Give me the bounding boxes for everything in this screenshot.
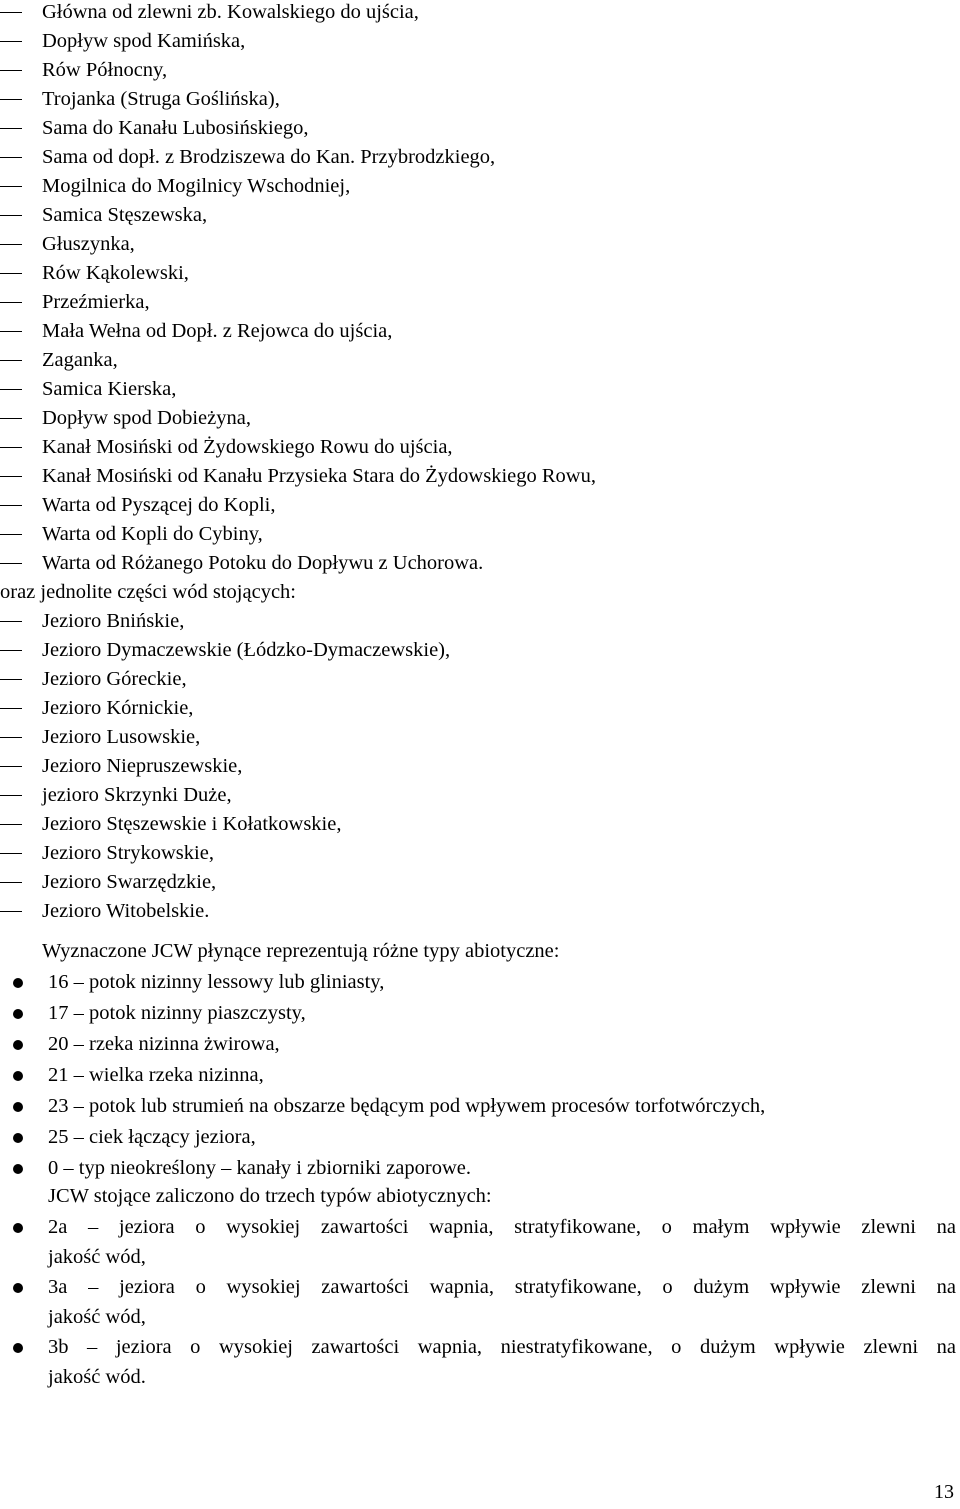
dash-marker: [0, 679, 22, 680]
dash-marker: [0, 766, 22, 767]
lake-types-intro-text: JCW stojące zaliczono do trzech typów abiotycznych:: [48, 1185, 492, 1207]
list-item: [0, 752, 960, 781]
list-item: [0, 839, 960, 868]
lake-name: Jezioro Niepruszewskie,: [42, 755, 243, 777]
list-item: [0, 172, 960, 201]
list-item: [0, 230, 960, 259]
river-types-intro-text: Wyznaczone JCW płynące reprezentują różne typy abiotyczne:: [42, 940, 560, 962]
dash-marker: [0, 41, 22, 42]
list-item: [0, 781, 960, 810]
river-type: 17 – potok nizinny piaszczysty,: [48, 1002, 306, 1024]
bullet-icon: [13, 1283, 23, 1293]
list-item: [0, 317, 960, 346]
list-item: [0, 868, 960, 897]
lake-type-line: jakość wód.: [48, 1366, 146, 1388]
lake-name: Jezioro Stęszewskie i Kołatkowskie,: [42, 813, 342, 835]
dash-marker: [0, 476, 22, 477]
dash-marker: [0, 12, 22, 13]
list-item: [0, 968, 960, 997]
bullet-icon: [13, 1071, 23, 1081]
list-item: [0, 607, 960, 636]
river-name: Zaganka,: [42, 349, 118, 371]
river-name: Przeźmierka,: [42, 291, 150, 313]
list-item: [0, 346, 960, 375]
list-item: [0, 0, 960, 27]
river-name: Głuszynka,: [42, 233, 135, 255]
river-name: Główna od zlewni zb. Kowalskiego do ujścia,: [42, 1, 419, 23]
lake-type-line: jakość wód,: [48, 1246, 146, 1268]
dash-marker: [0, 273, 22, 274]
list-item: [0, 723, 960, 752]
river-type: 25 – ciek łączący jeziora,: [48, 1126, 256, 1148]
river-name: Warta od Kopli do Cybiny,: [42, 523, 263, 545]
dash-marker: [0, 505, 22, 506]
river-name: Trojanka (Struga Goślińska),: [42, 88, 280, 110]
dash-marker: [0, 824, 22, 825]
dash-marker: [0, 650, 22, 651]
bullet-icon: [13, 1009, 23, 1019]
list-item: [0, 114, 960, 143]
dash-marker: [0, 795, 22, 796]
dash-marker: [0, 128, 22, 129]
list-item: [0, 491, 960, 520]
bullet-icon: [13, 1343, 23, 1353]
list-item: [0, 1030, 960, 1059]
list-item: [0, 520, 960, 549]
dash-marker: [0, 215, 22, 216]
lake-name: Jezioro Dymaczewskie (Łódzko-Dymaczewskie),: [42, 639, 451, 661]
dash-marker: [0, 99, 22, 100]
bullet-icon: [13, 1102, 23, 1112]
list-item: [0, 404, 960, 433]
lake-name: Jezioro Lusowskie,: [42, 726, 201, 748]
lake-name: Jezioro Swarzędzkie,: [42, 871, 217, 893]
list-item: [0, 375, 960, 404]
bullet-icon: [13, 1164, 23, 1174]
list-item: [0, 665, 960, 694]
list-item: [0, 1213, 960, 1273]
lake-name: jezioro Skrzynki Duże,: [42, 784, 232, 806]
river-name: Samica Stęszewska,: [42, 204, 208, 226]
bullet-icon: [13, 1133, 23, 1143]
dash-marker: [0, 331, 22, 332]
list-item: [0, 1092, 960, 1121]
river-name: Sama do Kanału Lubosińskiego,: [42, 117, 309, 139]
dash-marker: [0, 447, 22, 448]
river-name: Warta od Pyszącej do Kopli,: [42, 494, 276, 516]
lake-type-line: 3a – jeziora o wysokiej zawartości wapnia, stratyfikowane, o dużym wpływie zlewni na: [48, 1276, 956, 1298]
list-item: [0, 549, 960, 578]
river-name: Rów Kąkolewski,: [42, 262, 189, 284]
river-name: Dopływ spod Dobieżyna,: [42, 407, 251, 429]
dash-marker: [0, 302, 22, 303]
lake-name: Jezioro Bnińskie,: [42, 610, 185, 632]
dash-marker: [0, 853, 22, 854]
list-item: [0, 288, 960, 317]
river-type: 16 – potok nizinny lessowy lub gliniasty,: [48, 971, 385, 993]
list-item: [0, 462, 960, 491]
dash-marker: [0, 882, 22, 883]
dash-marker: [0, 534, 22, 535]
lake-name: Jezioro Kórnickie,: [42, 697, 194, 719]
page-number: 13: [934, 1481, 954, 1503]
lake-type-line: 3b – jeziora o wysokiej zawartości wapnia, niestratyfikowane, o dużym wpływie zlewni na: [48, 1336, 956, 1358]
lake-name: Jezioro Strykowskie,: [42, 842, 214, 864]
dash-marker: [0, 389, 22, 390]
list-item: [0, 1061, 960, 1090]
river-name: Kanał Mosiński od Kanału Przysieka Stara do Żydowskiego Rowu,: [42, 465, 596, 487]
list-item: [0, 636, 960, 665]
lake-name: Jezioro Witobelskie.: [42, 900, 210, 922]
bullet-icon: [13, 1040, 23, 1050]
list-item: [0, 1123, 960, 1152]
river-name: Mogilnica do Mogilnicy Wschodniej,: [42, 175, 351, 197]
list-item: [0, 85, 960, 114]
river-type: 23 – potok lub strumień na obszarze będącym pod wpływem procesów torfotwórczych,: [48, 1095, 766, 1117]
list-item: [0, 694, 960, 723]
list-item: [0, 27, 960, 56]
dash-marker: [0, 418, 22, 419]
river-types-intro: [0, 937, 960, 966]
lakes-intro: [0, 578, 960, 607]
lake-type-line: 2a – jeziora o wysokiej zawartości wapnia, stratyfikowane, o małym wpływie zlewni na: [48, 1216, 956, 1238]
list-item: [0, 259, 960, 288]
lakes-intro-text: oraz jednolite części wód stojących:: [0, 581, 296, 603]
river-name: Dopływ spod Kamińska,: [42, 30, 246, 52]
river-name: Sama od dopł. z Brodziszewa do Kan. Przybrodzkiego,: [42, 146, 496, 168]
list-item: [0, 201, 960, 230]
lake-types-intro: [0, 1182, 960, 1211]
river-type: 0 – typ nieokreślony – kanały i zbiorniki zaporowe.: [48, 1157, 471, 1179]
dash-marker: [0, 157, 22, 158]
list-item: [0, 810, 960, 839]
river-name: Warta od Różanego Potoku do Dopływu z Uchorowa.: [42, 552, 484, 574]
list-item: [0, 1333, 960, 1393]
river-name: Samica Kierska,: [42, 378, 177, 400]
river-type: 20 – rzeka nizinna żwirowa,: [48, 1033, 280, 1055]
river-name: Mała Wełna od Dopł. z Rejowca do ujścia,: [42, 320, 393, 342]
dash-marker: [0, 911, 22, 912]
dash-marker: [0, 70, 22, 71]
bullet-icon: [13, 1223, 23, 1233]
list-item: [0, 56, 960, 85]
dash-marker: [0, 708, 22, 709]
river-name: Rów Północny,: [42, 59, 168, 81]
lake-name: Jezioro Góreckie,: [42, 668, 187, 690]
list-item: [0, 999, 960, 1028]
list-item: [0, 1273, 960, 1333]
dash-marker: [0, 621, 22, 622]
bullet-icon: [13, 978, 23, 988]
list-item: [0, 433, 960, 462]
list-item: [0, 897, 960, 926]
dash-marker: [0, 563, 22, 564]
dash-marker: [0, 360, 22, 361]
lake-type-line: jakość wód,: [48, 1306, 146, 1328]
list-item: [0, 1154, 960, 1183]
dash-marker: [0, 737, 22, 738]
river-name: Kanał Mosiński od Żydowskiego Rowu do ujścia,: [42, 436, 453, 458]
list-item: [0, 143, 960, 172]
dash-marker: [0, 186, 22, 187]
dash-marker: [0, 244, 22, 245]
river-type: 21 – wielka rzeka nizinna,: [48, 1064, 264, 1086]
